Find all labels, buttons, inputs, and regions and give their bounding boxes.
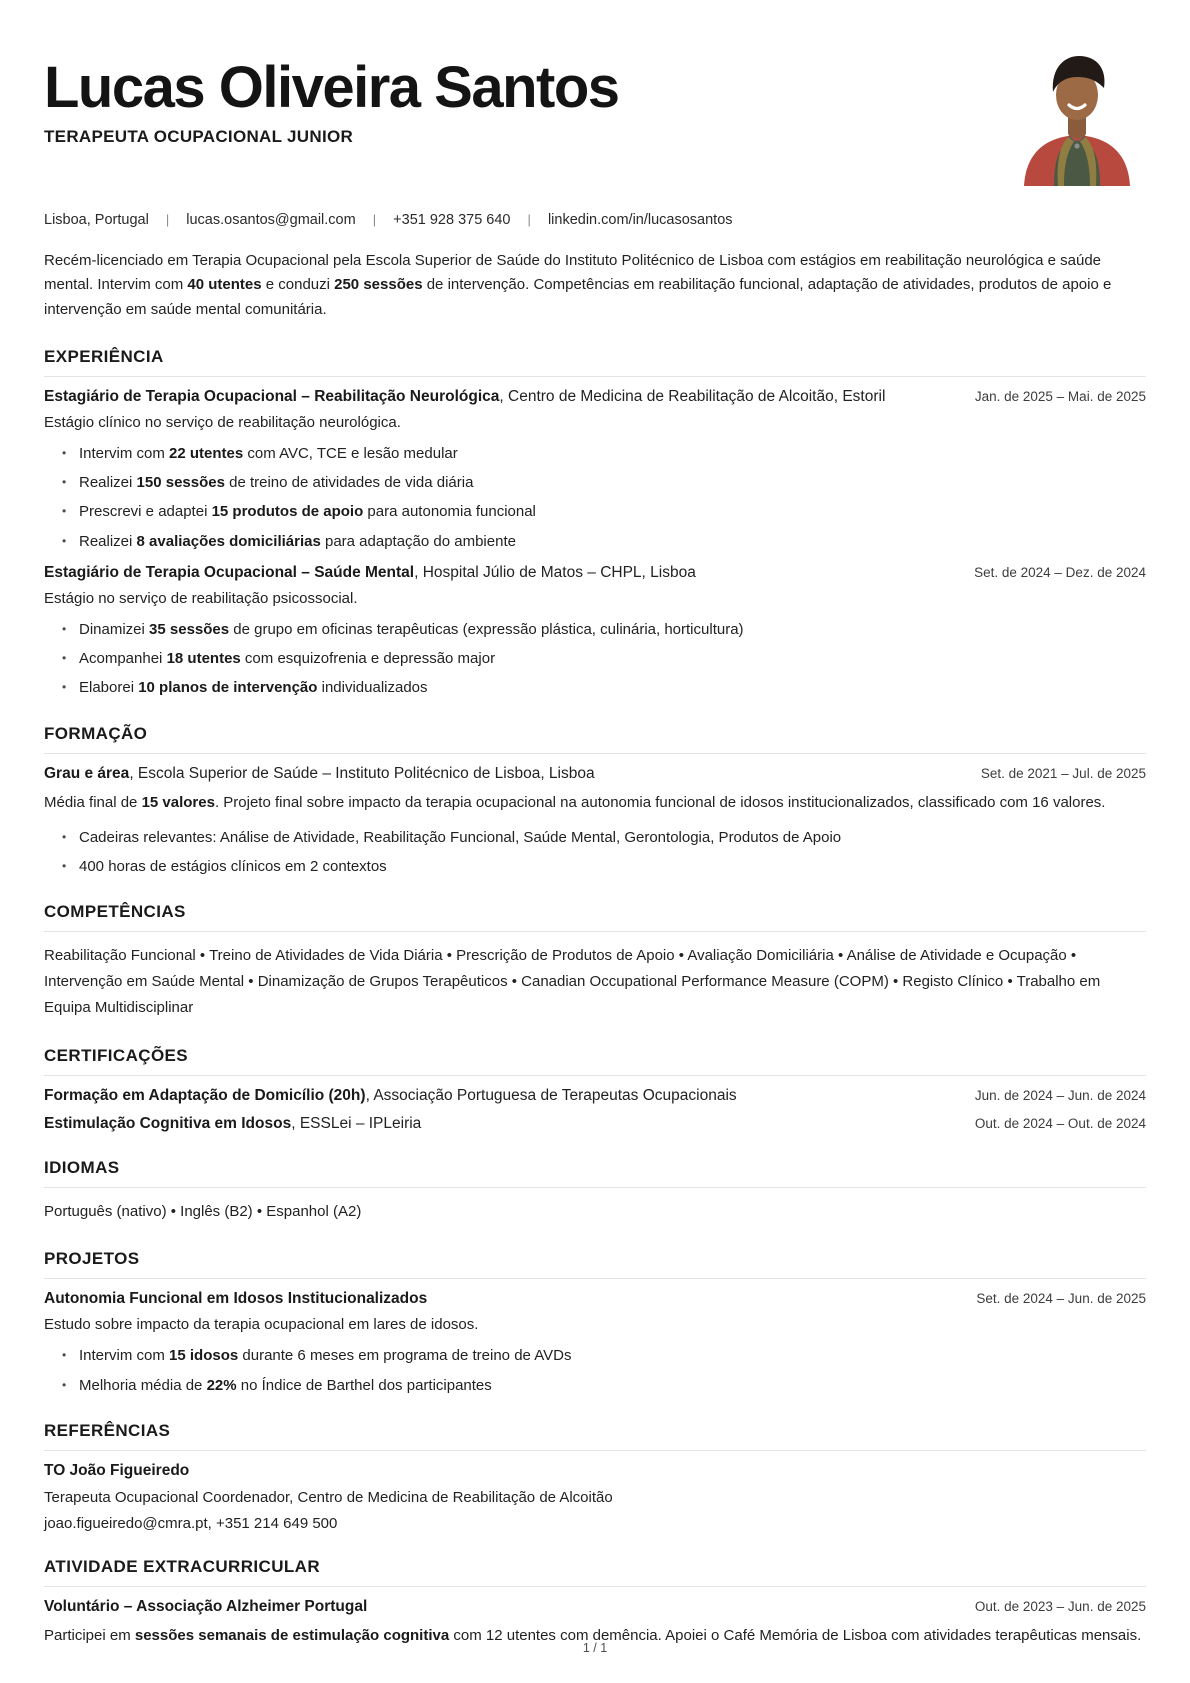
contact-phone: +351 928 375 640 — [393, 212, 511, 228]
entry-subtitle: Estudo sobre impacto da terapia ocupacional em lares de idosos. — [44, 1316, 479, 1334]
section-heading-skills: COMPETÊNCIAS — [44, 902, 1146, 932]
profile-photo-illustration — [1008, 40, 1146, 186]
bullet-item: • Acompanhei 18 utentes com esquizofrenia e depressão major — [62, 649, 1146, 669]
entry-head — [44, 388, 1146, 406]
entry-head — [44, 1290, 1146, 1308]
languages-body — [44, 1188, 1146, 1225]
contact-line — [44, 212, 1146, 228]
section-references — [44, 1421, 1146, 1532]
experience-entry — [44, 564, 1146, 699]
bullet-item: • Elaborei 10 planos de intervenção individualizados — [62, 678, 1146, 698]
contact-email[interactable]: lucas.osantos@gmail.com — [186, 212, 356, 228]
section-certifications — [44, 1046, 1146, 1133]
bullet-item: • Realizei 8 avaliações domiciliárias para adaptação do ambiente — [62, 532, 1146, 552]
entry-title: Formação em Adaptação de Domicílio (20h), Associação Portuguesa de Terapeutas Ocupacionais — [44, 1086, 737, 1104]
bullet-item: • Cadeiras relevantes: Análise de Atividade, Reabilitação Funcional, Saúde Mental, Gerontologia, Produtos de Apoio — [62, 828, 1146, 848]
certifications-body — [44, 1076, 1146, 1133]
section-heading-references: REFERÊNCIAS — [44, 1421, 1146, 1451]
section-extracurricular — [44, 1557, 1146, 1648]
section-heading-certifications: CERTIFICAÇÕES — [44, 1046, 1146, 1076]
bullet-item: • Dinamizei 35 sessões de grupo em oficinas terapêuticas (expressão plástica, culinária, horticultura) — [62, 620, 1146, 640]
entry-title: Estagiário de Terapia Ocupacional – Reabilitação Neurológica, Centro de Medicina de Reabilitação de Alcoitão, Estoril — [44, 387, 886, 405]
skills-body — [44, 932, 1146, 1020]
certification-entry — [44, 1115, 1146, 1133]
entry-date: Jan. de 2025 – Mai. de 2025 — [974, 388, 1146, 404]
entry-date: Set. de 2021 – Jul. de 2025 — [980, 765, 1146, 781]
section-heading-experience: EXPERIÊNCIA — [44, 347, 1146, 377]
entry-date: Set. de 2024 – Dez. de 2024 — [974, 564, 1146, 580]
entry-bullets — [62, 444, 1146, 552]
certification-entry — [44, 1087, 1146, 1105]
education-entry — [44, 765, 1146, 878]
section-languages — [44, 1158, 1146, 1225]
reference-role: Terapeuta Ocupacional Coordenador, Centro de Medicina de Reabilitação de Alcoitão — [44, 1488, 613, 1506]
languages-list: Português (nativo) • Inglês (B2) • Espanhol (A2) — [44, 1202, 362, 1220]
project-entry — [44, 1290, 1146, 1396]
entry-bullets — [62, 1346, 1146, 1396]
skills-list: Reabilitação Funcional • Treino de Atividades de Vida Diária • Prescrição de Produtos de Apoio • Avaliação Domiciliária • Análise de Atividade e Ocupação • Intervenção em Saúde Mental • Dinamização de Grupos Terapêuticos • Canadian Occupational Performance Measure (COPM) • Registo Clínico • Trabalho em Equipa Multidisciplinar — [44, 947, 1101, 1016]
person-name: Lucas Oliveira Santos — [44, 55, 619, 120]
entry-date: Out. de 2023 – Jun. de 2025 — [974, 1598, 1146, 1614]
entry-subtitle: Estágio no serviço de reabilitação psicossocial. — [44, 589, 358, 607]
entry-date: Out. de 2024 – Out. de 2024 — [974, 1115, 1146, 1131]
extracurricular-body — [44, 1587, 1146, 1648]
experience-entry — [44, 388, 1146, 552]
profile-photo — [1008, 40, 1146, 186]
header-identity — [44, 46, 1008, 147]
entry-title: Autonomia Funcional em Idosos Institucionalizados — [44, 1290, 428, 1308]
education-body — [44, 754, 1146, 878]
job-title: TERAPEUTA OCUPACIONAL JUNIOR — [44, 126, 354, 146]
page-indicator: 1 / 1 — [582, 1641, 608, 1655]
section-skills — [44, 902, 1146, 1020]
bullet-item: • Melhoria média de 22% no Índice de Barthel dos participantes — [62, 1376, 1146, 1396]
section-projects — [44, 1249, 1146, 1396]
entry-subtitle: Estágio clínico no serviço de reabilitação neurológica. — [44, 413, 401, 431]
section-experience — [44, 347, 1146, 699]
bullet-item: • 400 horas de estágios clínicos em 2 contextos — [62, 857, 1146, 877]
resume-header — [44, 46, 1146, 186]
references-body — [44, 1451, 1146, 1532]
entry-description: Participei em sessões semanais de estimulação cognitiva com 12 utentes com demência. Apoiei o Café Memória de Lisboa com atividades terapêuticas mensais. — [44, 1626, 1142, 1644]
section-heading-education: FORMAÇÃO — [44, 724, 1146, 754]
contact-separator: | — [527, 212, 531, 227]
reference-entry — [44, 1462, 1146, 1532]
bullet-item: • Intervim com 15 idosos durante 6 meses em programa de treino de AVDs — [62, 1346, 1146, 1366]
entry-bullets — [62, 828, 1146, 878]
entry-head — [44, 765, 1146, 783]
entry-title: Voluntário – Associação Alzheimer Portugal — [44, 1597, 368, 1615]
reference-name: TO João Figueiredo — [44, 1461, 190, 1479]
section-heading-languages: IDIOMAS — [44, 1158, 1146, 1188]
summary-paragraph: Recém-licenciado em Terapia Ocupacional pela Escola Superior de Saúde do Instituto Politécnico de Lisboa com estágios em reabilitação neurológica e saúde mental. Intervim com 40 utentes e conduzi 250 sessões de intervenção. Competências em reabilitação funcional, adaptação de atividades, produtos de apoio e intervenção em saúde mental comunitária. — [44, 252, 1112, 318]
entry-head — [44, 564, 1146, 582]
entry-bullets — [62, 620, 1146, 699]
entry-head — [44, 1598, 1146, 1616]
bullet-item: • Intervim com 22 utentes com AVC, TCE e lesão medular — [62, 444, 1146, 464]
projects-body — [44, 1279, 1146, 1396]
contact-separator: | — [372, 212, 377, 227]
section-heading-projects: PROJETOS — [44, 1249, 1146, 1279]
entry-title: Estimulação Cognitiva em Idosos, ESSLei – IPLeiria — [44, 1114, 422, 1132]
entry-description: Média final de 15 valores. Projeto final sobre impacto da terapia ocupacional na autonomia funcional de idosos institucionalizados, classificado com 16 valores. — [44, 793, 1106, 811]
experience-body — [44, 377, 1146, 699]
contact-separator: | — [165, 212, 170, 227]
entry-title: Estagiário de Terapia Ocupacional – Saúde Mental, Hospital Júlio de Matos – CHPL, Lisboa — [44, 563, 696, 581]
reference-contact: joao.figueiredo@cmra.pt, +351 214 649 500 — [44, 1514, 338, 1532]
entry-title: Grau e área, Escola Superior de Saúde – Instituto Politécnico de Lisboa, Lisboa — [44, 764, 595, 782]
entry-date: Set. de 2024 – Jun. de 2025 — [976, 1291, 1146, 1307]
contact-linkedin[interactable]: linkedin.com/in/lucasosantos — [547, 212, 733, 228]
bullet-item: • Realizei 150 sessões de treino de atividades de vida diária — [62, 473, 1146, 493]
section-heading-extracurricular: ATIVIDADE EXTRACURRICULAR — [44, 1557, 1146, 1587]
section-education — [44, 724, 1146, 878]
entry-date: Jun. de 2024 – Jun. de 2024 — [974, 1087, 1146, 1103]
contact-location: Lisboa, Portugal — [44, 212, 149, 228]
bullet-item: • Prescrevi e adaptei 15 produtos de apoio para autonomia funcional — [62, 502, 1146, 522]
